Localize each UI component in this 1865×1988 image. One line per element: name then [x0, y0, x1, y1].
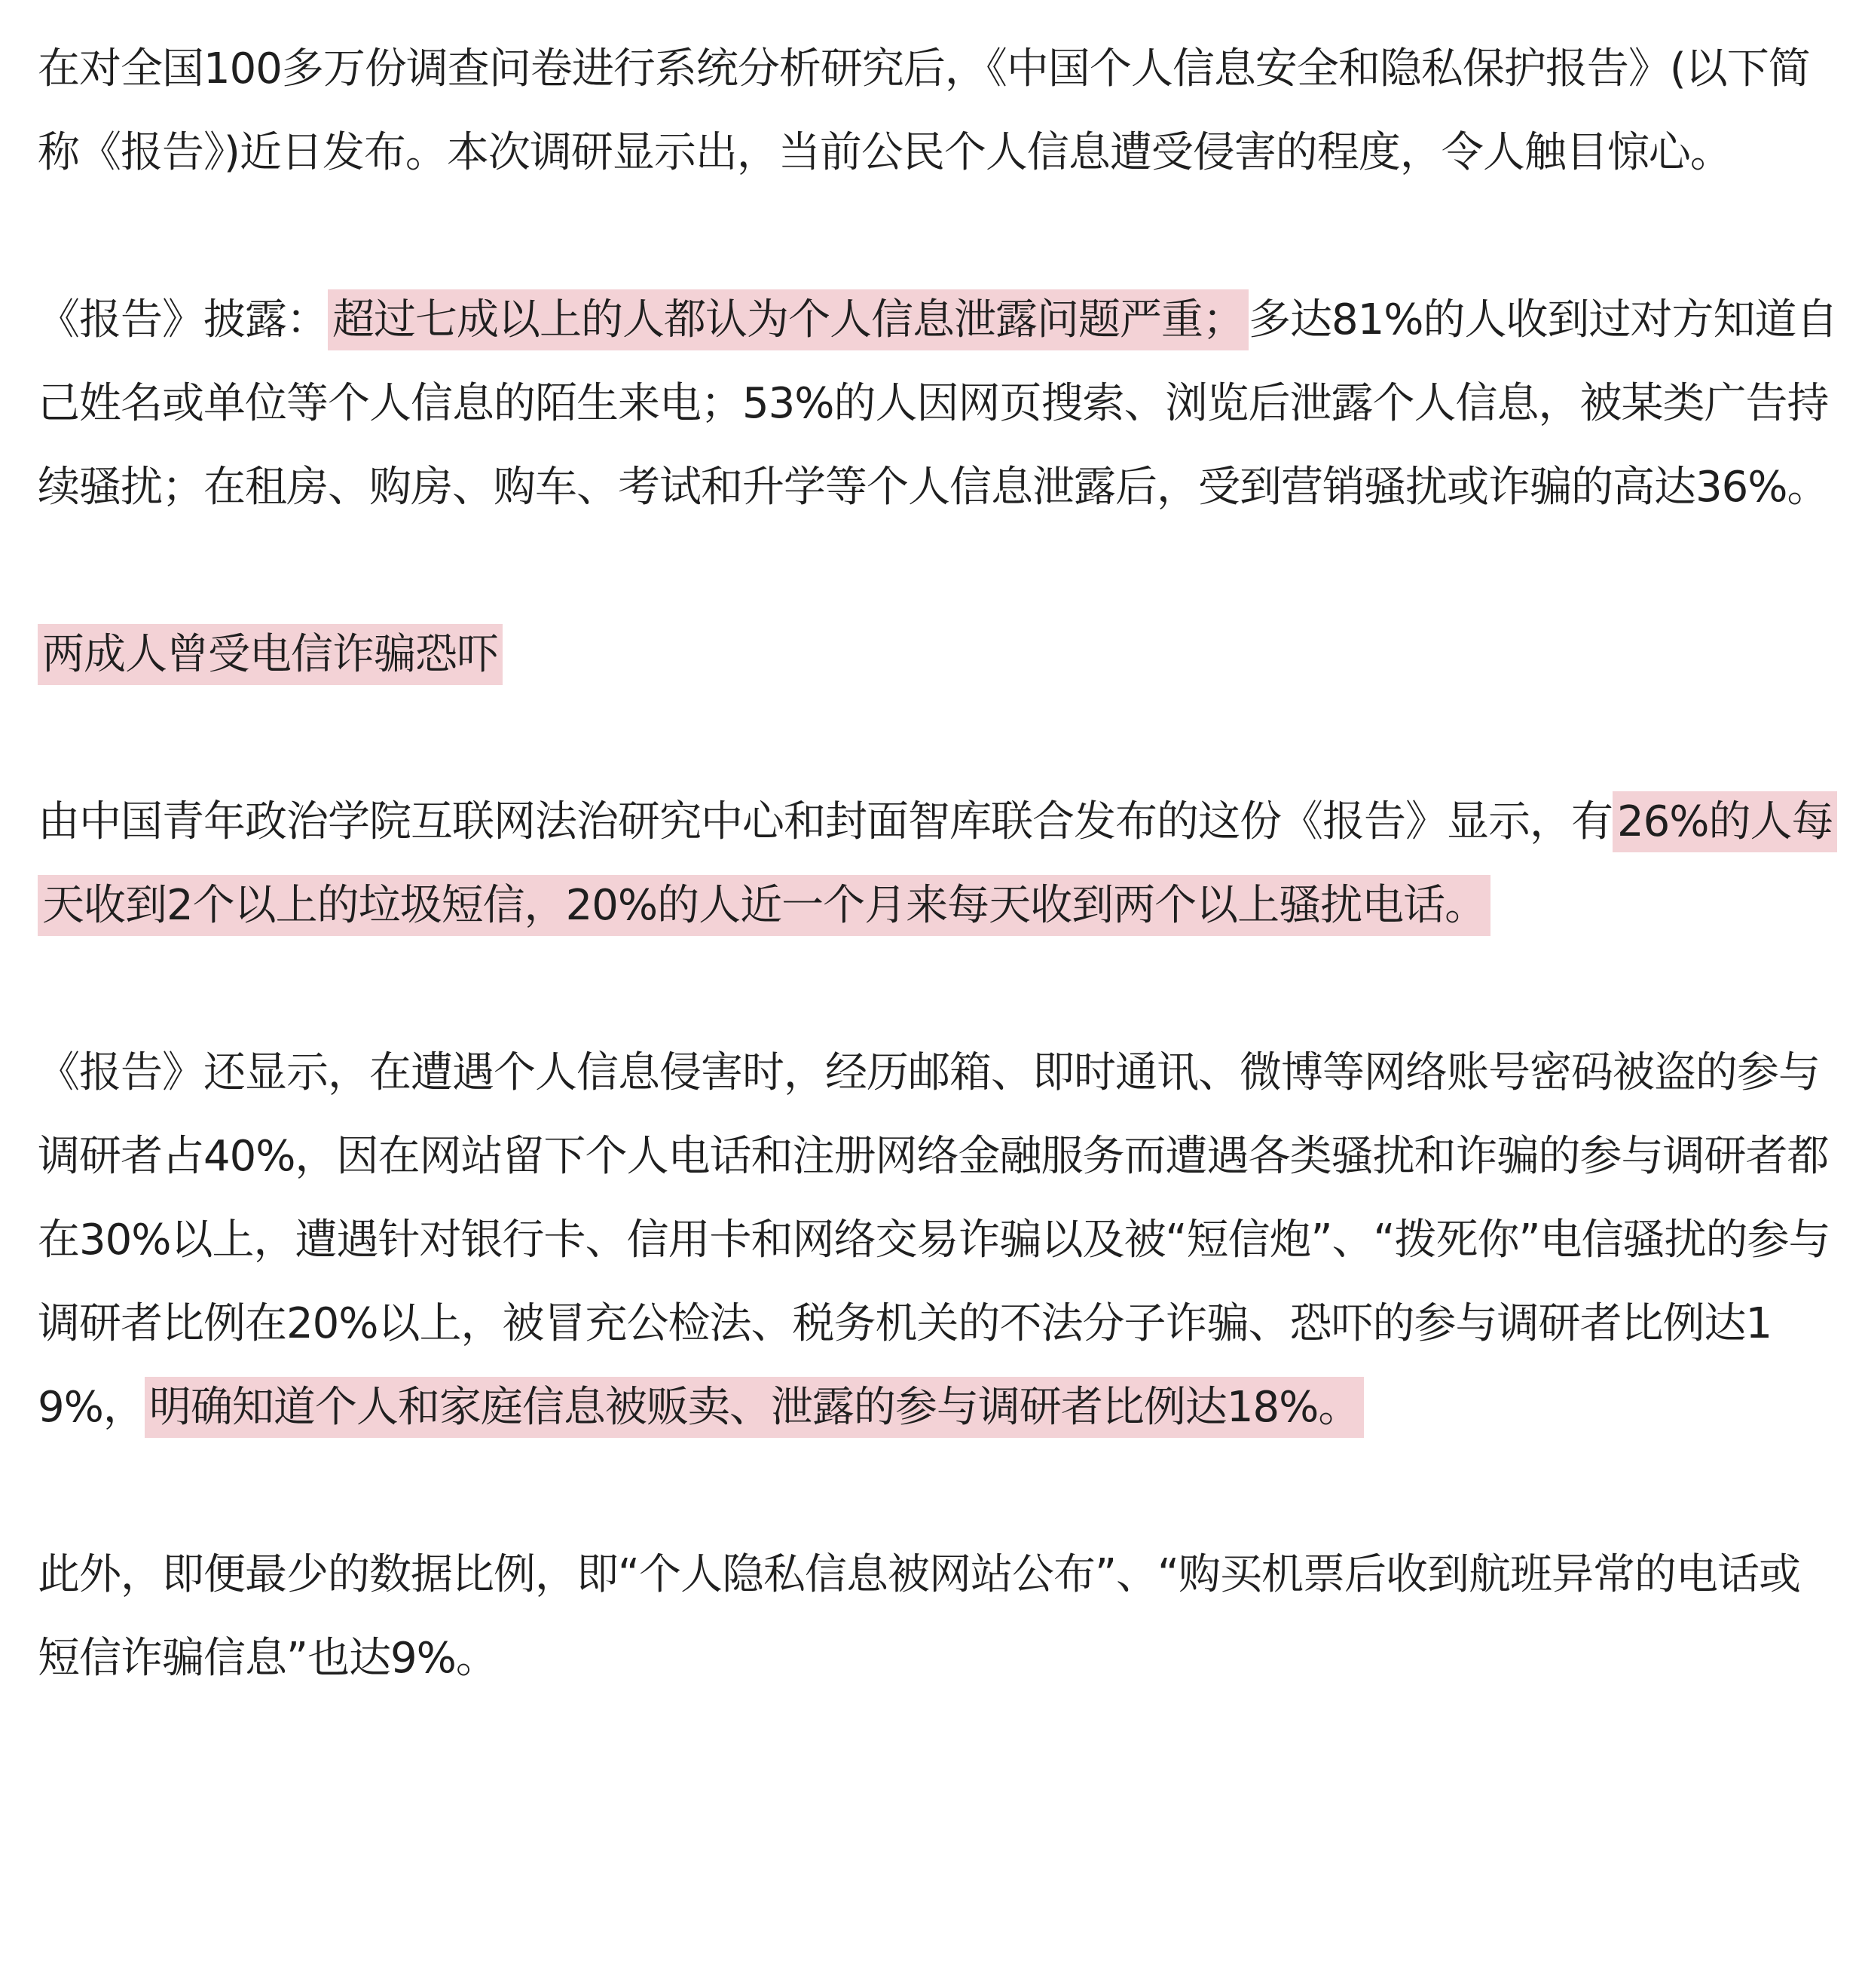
- paragraph-minimum-ratio-text: 此外，即便最少的数据比例，即“个人隐私信息被网站公布”、“购买机票后收到航班异常的电话或短信诈骗信息”也达9%。: [38, 1550, 1801, 1683]
- paragraph-intro: [38, 27, 1839, 194]
- paragraph-report-disclosure-body: 多达81%的人收到过对方知道自己姓名或单位等个人信息的陌生来电；53%的人因网页搜索、浏览后泄露个人信息，被某类广告持续骚扰；在租房、购房、购车、考试和升学等个人信息泄露后，受到营销骚扰或诈骗的高达36%。: [38, 295, 1838, 512]
- paragraph-report-disclosure-lead: 《报告》披露：: [38, 295, 328, 344]
- highlighted-text: 26%的人每天收到2个以上的垃圾短信，20%的人近一个月来每天收到两个以上骚扰电话。: [38, 791, 1837, 936]
- paragraph-minimum-ratio: [38, 1533, 1839, 1700]
- paragraph-spam-stats-lead: 由中国青年政治学院互联网法治研究中心和封面智库联合发布的这份《报告》显示，有: [38, 797, 1613, 846]
- paragraph-report-disclosure: [38, 278, 1839, 529]
- article-body: [38, 27, 1839, 1700]
- paragraph-fraud-stats-body: 《报告》还显示，在遭遇个人信息侵害时，经历邮箱、即时通讯、微博等网络账号密码被盗的参与调研者占40%，因在网站留下个人电话和注册网络金融服务而遭遇各类骚扰和诈骗的参与调研者都在30%以上，遭遇针对银行卡、信用卡和网络交易诈骗以及被“短信炮”、“拨死你”电信骚扰的参与调研者比例在20%以上，被冒充公检法、税务机关的不法分子诈骗、恐吓的参与调研者比例达19%，: [38, 1048, 1830, 1432]
- subheading-text: 两成人曾受电信诈骗恐吓: [38, 624, 503, 685]
- section-subheading: [38, 613, 1839, 696]
- paragraph-fraud-stats: [38, 1031, 1839, 1449]
- highlighted-text: 超过七成以上的人都认为个人信息泄露问题严重；: [328, 289, 1249, 350]
- highlighted-text: 明确知道个人和家庭信息被贩卖、泄露的参与调研者比例达18%。: [145, 1377, 1364, 1438]
- paragraph-spam-stats: [38, 780, 1839, 947]
- paragraph-intro-text: 在对全国100多万份调查问卷进行系统分析研究后，《中国个人信息安全和隐私保护报告》(以下简称《报告》)近日发布。本次调研显示出，当前公民个人信息遭受侵害的程度，令人触目惊心。: [38, 44, 1810, 177]
